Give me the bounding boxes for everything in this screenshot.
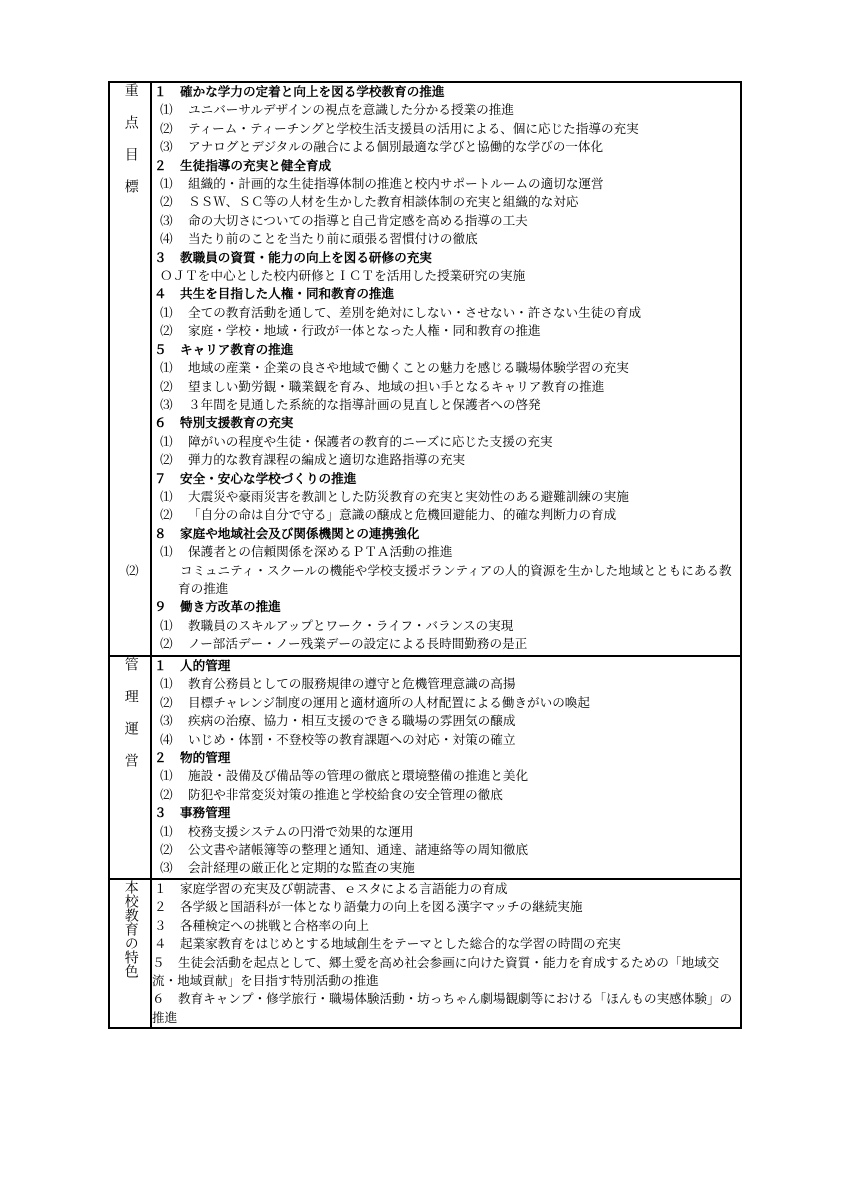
section-heading [152, 249, 740, 267]
list-item [152, 378, 740, 396]
item-text: 当たり前のことを当たり前に頑張る習慣付けの徹底 [188, 231, 478, 247]
section-label-cell [109, 656, 151, 879]
item-text: 命の大切さについての指導と自己肯定感を高める指導の工夫 [188, 212, 528, 228]
item-number: ⑶ [160, 713, 173, 729]
item-number: ３ [154, 805, 167, 821]
item-number: ⑵ [160, 120, 173, 136]
item-text: 各学級と国語科が一体となり語彙力の向上を図る漢字マッチの継続実施 [180, 899, 583, 915]
item-text: 物的管理 [180, 750, 231, 766]
item-number: ２ [154, 899, 167, 915]
item-text: 教育キャンプ・修学旅行・職場体験活動・坊っちゃん劇場観劇等における「ほんもの実感体験」の推進 [152, 991, 733, 1025]
item-text: 保護者との信頼関係を深めるＰＴＡ活動の推進 [188, 544, 453, 560]
item-text: 生徒会活動を起点として、郷土愛を高め社会参画に向けた資質・能力を育成するための「地域交流・地域貢献」を目指す特別活動の推進 [152, 954, 720, 988]
section-heading [152, 525, 740, 543]
list-item [152, 193, 740, 211]
list-item [152, 543, 740, 561]
item-text: 生徒指導の充実と健全育成 [180, 157, 332, 173]
item-number: ⑵ [160, 842, 173, 858]
list-item [152, 712, 740, 730]
list-item [152, 175, 740, 193]
section-label: 本校教育の特色 [122, 879, 139, 978]
feature-item [152, 990, 740, 1027]
item-text: ティーム・ティーチングと学校生活支援員の活用による、個に応じた指導の充実 [188, 120, 639, 136]
feature-item [152, 935, 740, 953]
list-item [152, 267, 740, 285]
item-number: ９ [154, 599, 167, 615]
section-label: 重点目標 [122, 83, 139, 211]
item-text: 望ましい勤労観・職業観を育み、地域の担い手となるキャリア教育の推進 [188, 378, 605, 394]
item-text: 家庭学習の充実及び朝読書、ｅスタによる言語能力の育成 [180, 880, 508, 896]
item-text: 働き方改革の推進 [180, 599, 281, 615]
item-text: 弾力的な教育課程の編成と適切な進路指導の充実 [188, 452, 466, 468]
item-number: １ [154, 658, 167, 673]
item-text: 起業家教育をはじめとする地域創生をテーマとした総合的な学習の時間の充実 [180, 936, 621, 952]
list-item [152, 212, 740, 230]
item-text: 家庭や地域社会及び関係機関との連携強化 [180, 525, 420, 541]
list-item [152, 859, 740, 877]
item-number: ⑴ [160, 304, 173, 320]
item-number: ⑴ [160, 102, 173, 118]
item-text: 家庭・学校・地域・行政が一体となった人権・同和教育の推進 [188, 323, 541, 339]
item-number: ３ [154, 917, 167, 933]
item-text: 教職員の資質・能力の向上を図る研修の充実 [180, 249, 432, 265]
list-item [152, 635, 740, 653]
list-item [152, 359, 740, 377]
item-number: ４ [154, 286, 167, 302]
feature-item [152, 954, 740, 991]
list-item [152, 617, 740, 635]
list-item [152, 396, 740, 414]
section-heading [152, 804, 740, 822]
list-item [152, 506, 740, 524]
list-item [152, 841, 740, 859]
section-content [151, 879, 741, 1028]
item-number: ７ [154, 470, 167, 486]
item-number: ⑶ [160, 139, 173, 155]
section-label: 管理運営 [122, 657, 139, 785]
list-item [152, 786, 740, 804]
list-item [126, 562, 740, 599]
item-number: １ [154, 84, 167, 99]
item-number: ⑵ [160, 786, 173, 802]
section-heading [152, 285, 740, 303]
item-text: 校務支援システムの円滑で効果的な運用 [188, 823, 414, 839]
section-row-goals [109, 82, 741, 656]
item-text: 防犯や非常変災対策の推進と学校給食の安全管理の徹底 [188, 786, 503, 802]
item-text: いじめ・体罰・不登校等の教育課題への対応・対策の確立 [188, 731, 516, 747]
item-text: 全ての教育活動を通して、差別を絶対にしない・させない・許さない生徒の育成 [188, 304, 642, 320]
section-content [151, 656, 741, 879]
item-text: 大震災や豪雨災害を教訓とした防災教育の充実と実効性のある避難訓練の実施 [188, 488, 629, 504]
list-item [152, 675, 740, 693]
item-text: 疾病の治療、協力・相互支援のできる職場の雰囲気の醸成 [188, 713, 516, 729]
item-number: ⑴ [160, 488, 173, 504]
item-text: 「自分の命は自分で守る」意識の醸成と危機回避能力、的確な判断力の育成 [188, 507, 617, 523]
item-text: 人的管理 [180, 658, 231, 673]
item-text: 会計経理の厳正化と定期的な監査の実施 [188, 860, 415, 876]
item-text: ユニバーサルデザインの視点を意識した分かる授業の推進 [188, 102, 514, 118]
item-number: ⑴ [160, 617, 173, 633]
item-number: ⑴ [160, 768, 173, 784]
item-number: ⑵ [126, 562, 139, 578]
section-heading [152, 470, 740, 488]
list-item [152, 138, 740, 156]
item-text: アナログとデジタルの融合による個別最適な学びと協働的な学びの一体化 [188, 139, 604, 155]
item-number: ⑴ [160, 433, 173, 449]
item-number: ２ [154, 157, 167, 173]
section-row-management [109, 656, 741, 879]
section-heading [152, 414, 740, 432]
list-item [152, 823, 740, 841]
item-text: 組織的・計画的な生徒指導体制の推進と校内サポートルームの適切な運営 [188, 176, 604, 192]
item-number: ⑴ [160, 176, 173, 192]
list-item [152, 120, 740, 138]
section-heading [152, 157, 740, 175]
item-number: ⑵ [160, 694, 173, 710]
item-text: 共生を目指した人権・同和教育の推進 [180, 286, 395, 302]
list-item [152, 694, 740, 712]
item-number: ⑴ [160, 823, 173, 839]
item-text: 安全・安心な学校づくりの推進 [180, 470, 357, 486]
item-text: 地域の産業・企業の良さや地域で働くことの魅力を感じる職場体験学習の充実 [188, 360, 629, 376]
item-number: ⑶ [160, 396, 173, 412]
item-text: 公文書や諸帳簿等の整理と通知、通達、諸連絡等の周知徹底 [188, 842, 529, 858]
list-item [152, 230, 740, 248]
list-item [152, 322, 740, 340]
item-text: 各種検定への挑戦と合格率の向上 [180, 917, 369, 933]
section-label-cell [109, 879, 151, 1028]
list-item [152, 101, 740, 119]
item-text: 特別支援教育の充実 [180, 415, 294, 431]
plan-table [108, 81, 742, 1029]
item-text: ＯＪＴを中心とした校内研修とＩＣＴを活用した授業研究の実施 [160, 268, 526, 284]
feature-item [152, 917, 740, 935]
section-heading [152, 598, 740, 616]
list-item [152, 304, 740, 322]
item-number: ⑵ [160, 323, 173, 339]
item-number: ⑷ [160, 231, 173, 247]
item-number: ⑵ [160, 636, 173, 652]
item-text: 障がいの程度や生徒・保護者の教育的ニーズに応じた支援の充実 [188, 433, 553, 449]
feature-item [152, 898, 740, 916]
list-item [152, 433, 740, 451]
item-number: ８ [154, 525, 167, 541]
item-number: ⑵ [160, 378, 173, 394]
item-number: ６ [154, 415, 167, 431]
item-text: ノー部活デー・ノー残業デーの設定による長時間勤務の是正 [188, 636, 528, 652]
item-text: 事務管理 [180, 805, 231, 821]
item-number: ６ [152, 991, 165, 1007]
section-row-features [109, 879, 741, 1028]
item-text: 教育公務員としての服務規律の遵守と危機管理意識の高揚 [188, 676, 516, 692]
item-text: コミュニティ・スクールの機能や学校支援ボランティアの人的資源を生かした地域とともにある教育の推進 [178, 562, 732, 596]
item-number: ⑶ [160, 212, 173, 228]
list-item [152, 767, 740, 785]
item-number: ⑶ [160, 860, 173, 876]
item-text: 施設・設備及び備品等の管理の徹底と環境整備の推進と美化 [188, 768, 529, 784]
section-heading [152, 657, 740, 675]
item-number: ⑴ [160, 544, 173, 560]
item-text: 教職員のスキルアップとワーク・ライフ・バランスの実現 [188, 617, 514, 633]
item-number: １ [154, 880, 167, 896]
item-text: 確かな学力の定着と向上を図る学校教育の推進 [180, 84, 445, 99]
item-number: ⑵ [160, 507, 173, 523]
item-number: ４ [154, 936, 167, 952]
section-heading [152, 749, 740, 767]
section-heading [152, 83, 740, 101]
item-number: ５ [154, 341, 167, 357]
item-text: ＳＳＷ、ＳＣ等の人材を生かした教育相談体制の充実と組織的な対応 [188, 194, 579, 210]
item-number: ３ [154, 249, 167, 265]
feature-item [152, 880, 740, 898]
section-heading [152, 341, 740, 359]
item-number: ⑵ [160, 194, 173, 210]
item-number: ２ [154, 750, 167, 766]
item-text: ３年間を見通した系統的な指導計画の見直しと保護者への啓発 [188, 396, 541, 412]
item-number: ⑴ [160, 676, 173, 692]
item-text: キャリア教育の推進 [180, 341, 294, 357]
list-item [152, 731, 740, 749]
item-number: ⑴ [160, 360, 173, 376]
item-number: ５ [152, 954, 165, 970]
list-item [152, 451, 740, 469]
item-text: 目標チャレンジ制度の運用と適材適所の人材配置による働きがいの喚起 [188, 694, 590, 710]
item-number: ⑷ [160, 731, 173, 747]
item-number: ⑵ [160, 452, 173, 468]
list-item [152, 488, 740, 506]
